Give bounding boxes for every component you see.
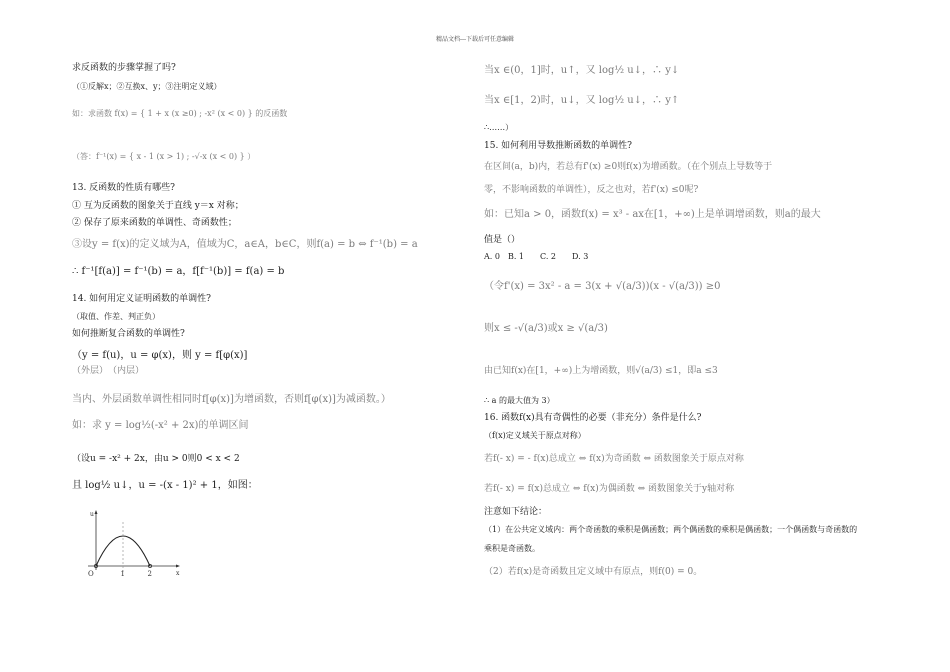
text-line: （外层） （内层） bbox=[72, 366, 145, 376]
text-line: （y = f(u)，u = φ(x)，则 y = f[φ(x)] bbox=[72, 350, 248, 361]
text-line: 零，不影响函数的单调性），反之也对，若f'(x) ≤0呢? bbox=[484, 185, 699, 195]
text-line: （取值、作差、判正负） bbox=[72, 312, 160, 321]
text-line: ③设y = f(x)的定义域为A，值域为C，a∈A，b∈C，则f(a) = b ⇔ f⁻¹(b) = a bbox=[72, 239, 418, 250]
text-line: 乘积是奇函数。 bbox=[484, 544, 540, 553]
parabola-graph bbox=[82, 508, 192, 580]
text-line: （令f'(x) = 3x² - a = 3(x + √(a/3))(x - √(a/3)) ≥0 bbox=[484, 281, 721, 292]
text-line: ∴……） bbox=[484, 123, 514, 132]
section-heading: 16. 函数f(x)具有奇偶性的必要（非充分）条件是什么? bbox=[484, 413, 702, 423]
x-axis-arrow-icon bbox=[176, 565, 180, 568]
text-line: 如：已知a > 0，函数f(x) = x³ - ax在[1，+∞)上是单调增函数，则a的最大 bbox=[484, 209, 821, 220]
tick-label: 1 bbox=[120, 570, 125, 578]
text-line: 当内、外层函数单调性相同时f[φ(x)]为增函数，否则f[φ(x)]为减函数。） bbox=[72, 394, 391, 405]
text-line: 在区间(a，b)内，若总有f'(x) ≥0则f(x)为增函数。（在个别点上导数等于 bbox=[484, 162, 773, 172]
text-line: ① 互为反函数的图象关于直线 y＝x 对称； bbox=[72, 201, 244, 211]
text-line: 如：求 y = log½(-x² + 2x)的单调区间 bbox=[72, 420, 249, 431]
y-axis-label: u bbox=[90, 511, 94, 518]
page-header: 精品文档---下载后可任意编辑 bbox=[435, 36, 515, 43]
text-line: （答：f⁻¹(x) = { x - 1 (x > 1) ; -√-x (x < 0) } ） bbox=[72, 152, 256, 161]
text-line: ∴ a 的最大值为 3） bbox=[484, 396, 555, 405]
text-line: ∴ f⁻¹[f(a)] = f⁻¹(b) = a，f[f⁻¹(b)] = f(a) = b bbox=[72, 266, 285, 277]
text-line: 由已知f(x)在[1，+∞)上为增函数，则√(a/3) ≤1，即a ≤3 bbox=[484, 366, 718, 376]
y-axis-arrow-icon bbox=[95, 510, 98, 514]
text-line: （f(x)定义域关于原点对称） bbox=[484, 431, 586, 440]
text-line: 当x ∈(0，1]时，u↑，又 log½ u↓，∴ y↓ bbox=[484, 65, 680, 76]
text-line: 求反函数的步骤掌握了吗? bbox=[72, 63, 176, 73]
text-line: （2）若f(x)是奇函数且定义域中有原点，则f(0) = 0。 bbox=[484, 567, 703, 577]
section-heading: 15. 如何利用导数推断函数的单调性? bbox=[484, 141, 632, 151]
x-axis-label: x bbox=[176, 570, 180, 577]
text-line: 如：求函数 f(x) = { 1 + x (x ≥0) ; -x² (x < 0) } 的反函数 bbox=[72, 109, 288, 118]
text-line: 注意如下结论： bbox=[484, 507, 548, 517]
text-line: （1）在公共定义域内：两个奇函数的乘积是偶函数；两个偶函数的乘积是偶函数；一个偶函数与奇函数的 bbox=[484, 525, 858, 534]
text-line: ② 保存了原来函数的单调性、奇函数性； bbox=[72, 218, 237, 228]
text-line: 且 log½ u↓，u = -(x - 1)² + 1，如图： bbox=[72, 480, 258, 491]
text-line: 值是（） bbox=[484, 235, 521, 245]
tick-label: 2 bbox=[147, 570, 152, 578]
text-line: 若f(- x) = f(x)总成立 ⇔ f(x)为偶函数 ⇔ 函数图象关于y轴对称 bbox=[484, 484, 735, 494]
text-line: 当x ∈[1，2)时，u↓，又 log½ u↓，∴ y↑ bbox=[484, 95, 680, 106]
text-line: 则x ≤ -√(a/3)或x ≥ √(a/3) bbox=[484, 323, 608, 334]
answer-options: A. 0 B. 1 C. 2 D. 3 bbox=[484, 252, 589, 261]
text-line: 如何推断复合函数的单调性? bbox=[72, 329, 185, 339]
section-heading: 14. 如何用定义证明函数的单调性? bbox=[72, 294, 211, 304]
text-line: （设u = -x² + 2x，由u > 0则0 < x < 2 bbox=[72, 454, 240, 464]
origin-label: O bbox=[88, 570, 94, 578]
text-line: （①反解x；②互换x、y；③注明定义域） bbox=[72, 82, 222, 91]
section-heading: 13. 反函数的性质有哪些? bbox=[72, 183, 175, 193]
text-line: 若f(- x) = - f(x)总成立 ⇔ f(x)为奇函数 ⇔ 函数图象关于原点对称 bbox=[484, 454, 744, 464]
